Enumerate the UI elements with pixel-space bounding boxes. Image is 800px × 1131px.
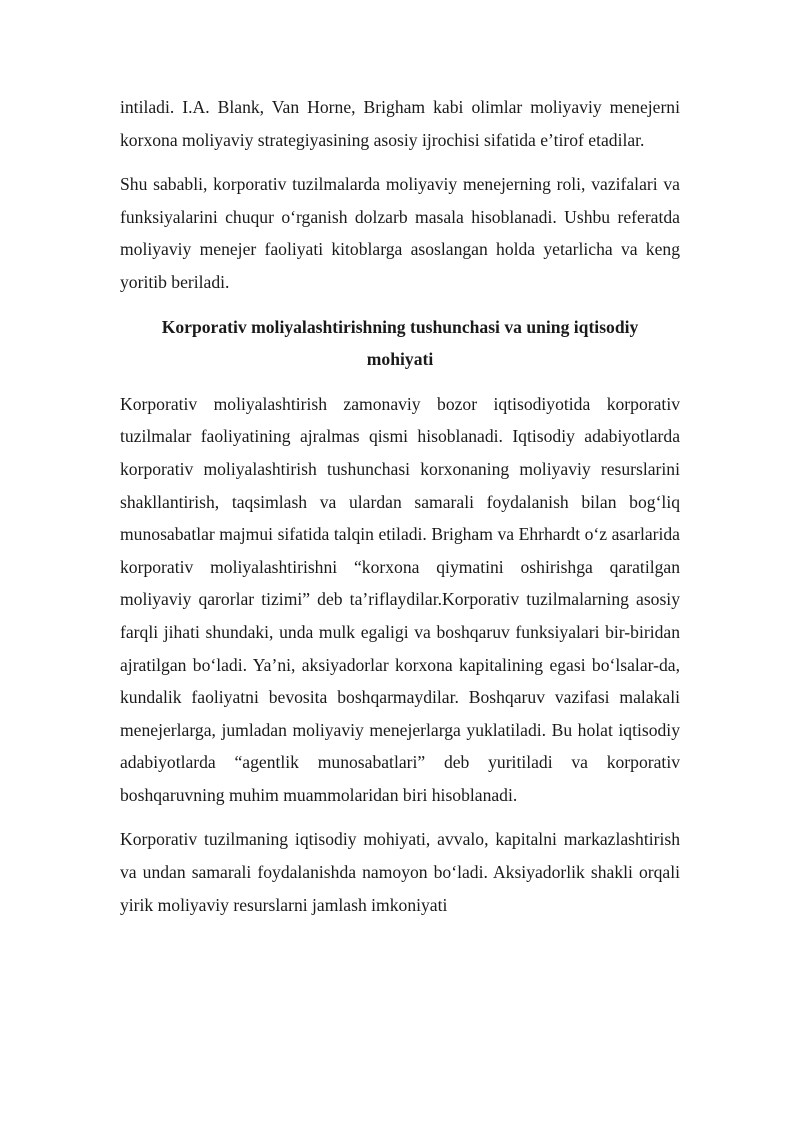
section-heading: Korporativ moliyalashtirishning tushunchasi va uning iqtisodiy mohiyati <box>161 316 639 370</box>
paragraph-corporate-finance-concept: Korporativ moliyalashtirish zamonaviy bozor iqtisodiyotida korporativ tuzilmalar faoliyatining ajralmas qismi hisoblanadi. Iqtisodiy adabiyotlarda korporativ moliyalashtirish tushunchasi korxonaning moliyaviy resurslarini shakllantirish, taqsimlash va ulardan samarali foydalanish bilan bog‘liq munosabatlar majmui sifatida talqin etiladi. Brigham va Ehrhardt o‘z asarlarida korporativ moliyalashtirishni “korxona qiymatini oshirishga qaratilgan moliyaviy qarorlar tizimi” deb ta’riflaydilar.Korporativ tuzilmalarning asosiy farqli jihati shundaki, unda mulk egaligi va boshqaruv funksiyalari bir-biridan ajratilgan bo‘ladi. Ya’ni, aksiyadorlar korxona kapitalining egasi bo‘lsalar-da, kundalik faoliyatni bevosita boshqarmaydilar. Boshqaruv vazifasi malakali menejerlarga, jumladan moliyaviy menejerlarga yuklatiladi. Bu holat iqtisodiy adabiyotlarda “agentlik munosabatlari” deb yuritiladi va korporativ boshqaruvning muhim muammolaridan biri hisoblanadi. <box>120 393 680 805</box>
paragraph-economic-essence: Korporativ tuzilmaning iqtisodiy mohiyati, avvalo, kapitalni markazlashtirish va undan samarali foydalanishda namoyon bo‘ladi. Aksiyadorlik shakli orqali yirik moliyaviy resurslarni jamlash imkoniyati <box>120 829 680 915</box>
paragraph-purpose: Shu sababli, korporativ tuzilmalarda moliyaviy menejerning roli, vazifalari va funksiyalarini chuqur o‘rganish dolzarb masala hisoblanadi. Ushbu referatda moliyaviy menejer faoliyati kitoblarga asoslangan holda yetarlicha va keng yoritib beriladi. <box>120 174 680 292</box>
paragraph-intro-continuation: intiladi. I.A. Blank, Van Horne, Brigham kabi olimlar moliyaviy menejerni korxona moliyaviy strategiyasining asosiy ijrochisi sifatida e’tirof etadilar. <box>120 97 680 150</box>
document-page <box>120 91 680 933</box>
